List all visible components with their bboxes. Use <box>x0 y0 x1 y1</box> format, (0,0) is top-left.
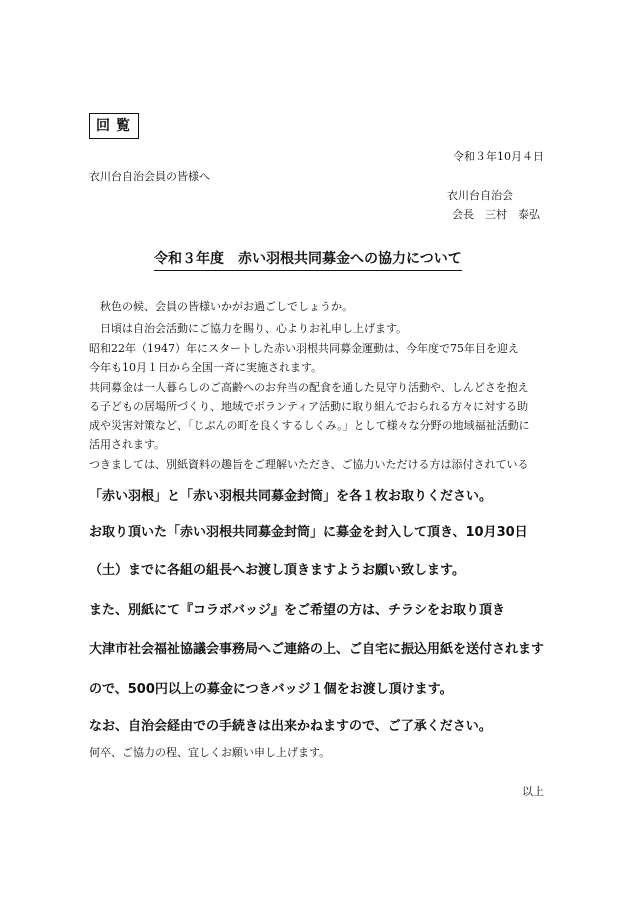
closing-request: 何卒、ご協力の程、宜しくお願い申し上げます。 <box>89 746 331 759</box>
sender-president: 会長 三村 泰弘 <box>452 208 540 221</box>
circulation-stamp: 回覧 <box>89 113 139 139</box>
body-line: つきましては、別紙資料の趣旨をご理解いただき、ご協力いただける方は添付されている <box>89 458 529 471</box>
body-line: 日頃は自治会活動にご協力を賜り、心よりお礼申し上げます。 <box>100 322 408 335</box>
bold-instruction-line: ので、500円以上の募金につきバッジ１個をお渡し頂けます。 <box>89 682 453 697</box>
body-line: 共同募金は一人暮らしのご高齢へのお弁当の配食を通した見守り活動や、しんどさを抱え <box>89 381 529 394</box>
body-line: 活用されます。 <box>89 438 166 451</box>
bold-instruction-line: 「赤い羽根」と「赤い羽根共同募金封筒」を各１枚お取りください。 <box>89 489 493 504</box>
bold-instruction-line: また、別紙にて『コラボバッジ』をご希望の方は、チラシをお取り頂き <box>89 603 506 618</box>
body-line: 秋色の候、会員の皆様いかがお過ごしでしょうか。 <box>100 300 353 313</box>
body-line: る子どもの居場所づくり、地域でボランティア活動に取り組んでおられる方々に対する助 <box>89 400 529 413</box>
bold-instruction-line: お取り頂いた「赤い羽根共同募金封筒」に募金を封入して頂き、10月30日 <box>89 525 528 540</box>
document-date: 令和３年10月４日 <box>453 150 544 163</box>
sender-organization: 衣川台自治会 <box>447 189 513 202</box>
bold-instruction-line: （土）までに各組の組長へお渡し頂きますようお願い致します。 <box>89 563 465 578</box>
bold-instruction-line: 大津市社会福祉協議会事務局へご連絡の上、ご自宅に振込用紙を送付されます <box>89 642 545 657</box>
bold-instruction-line: なお、自治会経由での手続きは出来かねますので、ご了承ください。 <box>89 719 492 734</box>
body-line: 今年も10月１日から全国一斉に実施されます。 <box>89 361 323 374</box>
body-line: 昭和22年（1947）年にスタートした赤い羽根共同募金運動は、今年度で75年目を迎え <box>89 342 519 355</box>
recipient-line: 衣川台自治会員の皆様へ <box>89 170 210 183</box>
document-title: 令和３年度 赤い羽根共同募金への協力について <box>154 248 462 271</box>
end-mark: 以上 <box>522 785 544 798</box>
body-line: 成や災害対策など、「じぶんの町を良くするしくみ。」として様々な分野の地域福祉活動に <box>89 419 530 432</box>
